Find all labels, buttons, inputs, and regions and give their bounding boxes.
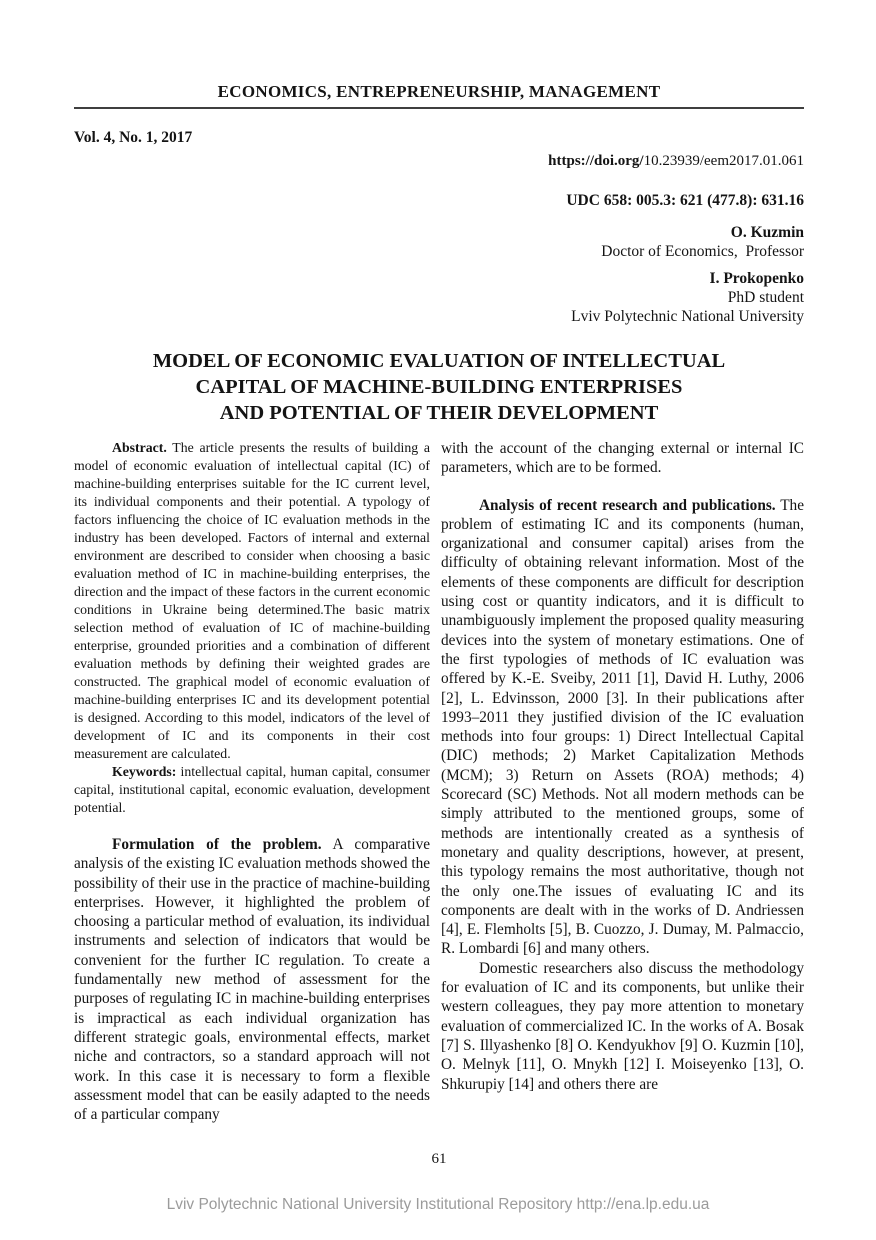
doi-prefix: https://doi.org/ [548,153,644,169]
repository-footer: Lviv Polytechnic National University Institutional Repository http://ena.lp.edu.ua [166,1196,710,1213]
doi-suffix: 10.23939/eem2017.01.061 [643,153,804,169]
article-title [74,348,804,426]
article-title-line-3: AND POTENTIAL OF THEIR DEVELOPMENT [219,402,659,424]
domestic-text: Domestic researchers also discuss the methodology for evaluation of IC and its components, but unlike their western colleagues, they pay more attention to monetary evaluation of commercialized IC. In the works of A. Bosak [7] S. Illyashenko [8] O. Kendyukhov [9] O. Kuzmin [10], O. Melnyk [11], O. Mnykh [12] I. Moiseyenko [13], O. Shkurupiy [14] and others there are [441,959,804,1093]
article-title-line-1: MODEL OF ECONOMIC EVALUATION OF INTELLECTUAL [152,350,726,372]
domestic-paragraph [441,959,804,1094]
keywords-text: intellectual capital, human capital, consumer capital, institutional capital, economic evaluation, development potential. [74,764,430,815]
formulation-text: A comparative analysis of the existing IC evaluation methods showed the possibility of their use in the practice of machine-building enterprises. However, it highlighted the problem of choosing a particular method of evaluation, its individual instruments and selection of indicators that would be convenient for the further IC regulation. To create a fundamentally new method of assessment for the purposes of regulating IC in machine-building enterprises is impractical as each individual organization has different strategic goals, environmental effects, market niche and contractors, so a standard approach will not work. In this case it is necessary to form a flexible assessment model that can be easily adapted to the needs of a particular company [74,836,431,1124]
left-column [74,439,430,1147]
analysis-label: Analysis of recent research and publications. [479,496,776,514]
author-role-second: PhD student [727,289,804,306]
author-role-first: Doctor of Economics, Professor [601,243,804,260]
continuation-paragraph [441,439,804,478]
udc-code: UDC 658: 005.3: 621 (477.8): 631.16 [566,192,804,209]
analysis-text: The problem of estimating IC and its components (human, organizational and consumer capital) arises from the difficulty of obtaining relevant information. Most of the elements of these components are difficult for description using cost or quantity indicators, and it is difficult to unambiguously implement the proposed quality measuring devices into the system of monetary estimations. One of the first typologies of methods of IC evaluation was offered by K.-E. Sveiby, 2011 [1], David H. Luthy, 2006 [2], L. Edvinsson, 2000 [3]. In their publications after 1993–2011 they justified division of the IC evaluation methods into four groups: 1) Direct Intellectual Capital (DIC) methods; 2) Market Capitalization Methods (MCM); 3) Return on Assets (ROA) methods; 4) Scorecard (SC) Methods. Not all modern methods can be simply attributed to the mentioned groups, some of methods are intentionally created as a synthesis of monetary and quality descriptions, however, at present, this typology remains the most authoritative, though not the only one.The issues of evaluating IC and its components are dealt with in the works of D. Andriessen [4], E. Flemholts [5], B. Cuozzo, J. Dumay, M. Palmaccio, R. Lombardi [6] and many others. [441,496,804,958]
abstract-label: Abstract. [112,440,167,455]
analysis-paragraph [441,496,804,959]
journal-header: ECONOMICS, ENTREPRENEURSHIP, MANAGEMENT [217,82,661,101]
formulation-label: Formulation of the problem. [112,836,322,853]
authors-block [74,223,804,326]
author-name-second: I. Prokopenko [709,270,804,287]
continuation-text: with the account of the changing external or internal IC parameters, which are to be formed. [441,440,804,477]
keywords-paragraph [74,763,430,817]
header-rule [74,107,804,109]
article-body [74,439,804,1147]
keywords-label: Keywords: [112,764,177,779]
formulation-paragraph [74,835,430,1124]
author-name-first: O. Kuzmin [730,224,804,241]
right-column [441,439,804,1147]
article-title-line-2: CAPITAL OF MACHINE-BUILDING ENTERPRISES [195,376,683,398]
abstract-text: The article presents the results of building a model of economic evaluation of intellectual capital (IC) of machine-building enterprises suitable for the IC current level, its individual components and their potential. A typology of factors influencing the choice of IC evaluation methods in the industry has been developed. Factors of internal and external environment are described to consider when choosing a basic evaluation method of IC in machine-building enterprises, the direction and the impact of these factors in the current economic conditions in Ukraine being determined.The basic matrix selection method of evaluation of IC of machine-building enterprise, grounded priorities and a combination of different evaluation methods by defining their weighted grades are constructed. The graphical model of economic evaluation of machine-building enterprises IC and its development potential is designed. According to this model, indicators of the level of development of IC and its components in their cost measurement are calculated. [74,440,430,761]
author-affiliation: Lviv Polytechnic National University [571,308,804,325]
page-number: 61 [431,1151,447,1167]
volume-issue: Vol. 4, No. 1, 2017 [74,129,193,146]
abstract-paragraph [74,439,430,763]
doi-line [74,152,804,171]
